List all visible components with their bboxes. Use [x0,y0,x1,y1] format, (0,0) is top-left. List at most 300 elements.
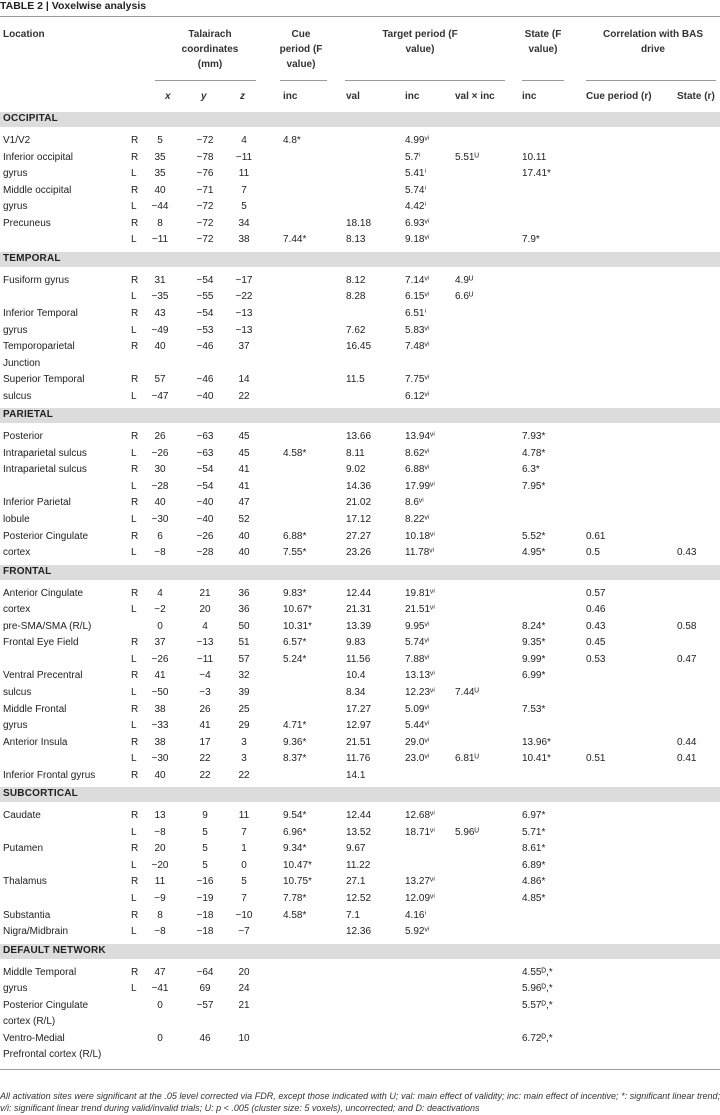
cell-state-inc: 9.99* [522,653,546,665]
cell-y: 41 [199,720,211,732]
subheader-cue-inc: inc [283,91,298,102]
cell-y: 21 [199,587,211,599]
cell-x: −26 [151,447,169,459]
cell-y: −78 [196,151,214,163]
cell-target-inc: 11.78ᵛⁱ [405,547,435,559]
cell-y: −72 [196,217,214,229]
cell-target-val: 13.52 [346,826,372,838]
table-row [0,323,720,340]
cell-target-inc: 13.27ᵛⁱ [405,876,436,888]
table-row [0,685,720,702]
cell-target-val: 8.28 [346,291,366,303]
cell-target-val: 9.67 [346,843,366,855]
cell-target-val: 8.34 [346,686,366,698]
section-header [0,112,720,127]
cell-z: 29 [238,720,250,732]
cell-target-val: 21.02 [346,497,372,509]
cell-z: 1 [241,843,247,855]
cell-y: −54 [196,480,214,492]
cell-z: −22 [235,291,253,303]
cell-location: Ventro-Medial [3,1032,65,1044]
cell-z: 38 [238,234,250,246]
cell-location: cortex [3,604,31,616]
cell-location: lobule [3,514,30,525]
cell-cor-cue: 0.53 [586,653,606,665]
cell-y: 20 [199,604,211,616]
cell-target-inc: 5.74ᵛⁱ [405,637,430,649]
cell-x: 38 [154,736,166,748]
cell-x: 43 [154,307,166,319]
cell-y: −40 [196,390,214,402]
cell-x: −2 [154,604,166,616]
cell-hemisphere: L [131,893,137,904]
table-row [0,273,720,290]
cell-target-inc: 12.09ᵛⁱ [405,893,436,904]
cell-cue-inc: 9.54* [283,810,307,822]
cell-location: sulcus [3,686,32,698]
cell-x: −11 [151,234,169,246]
cell-y: −19 [196,893,214,904]
cell-x: 40 [154,769,166,781]
cell-location: Posterior [3,431,44,443]
cell-cor-cue: 0.57 [586,587,606,599]
cell-hemisphere: L [131,480,137,492]
cell-z: 41 [238,464,250,476]
header-target-period: Target period (F value) [382,29,458,55]
table-row [0,924,720,941]
cell-x: 40 [154,184,166,196]
cell-z: 34 [238,217,250,229]
cell-state-inc: 4.85* [522,893,546,904]
cell-hemisphere: R [131,274,139,286]
cell-x: 38 [154,703,166,715]
cell-target-val: 12.97 [346,720,372,732]
cell-cue-inc: 7.78* [283,893,307,904]
cell-x: −26 [151,653,169,665]
cell-target-val: 11.56 [346,653,371,665]
header-state: State (F value) [524,29,562,55]
cell-location: gyrus [3,201,28,213]
cell-y: 22 [199,753,211,765]
cell-y: −53 [196,324,214,336]
cell-cor-state: 0.43 [677,547,697,559]
cell-hemisphere: R [131,769,139,781]
cell-hemisphere: R [131,307,139,319]
cell-y: −63 [196,447,214,459]
cell-location: Thalamus [3,876,47,888]
cell-z: 25 [238,703,250,715]
cell-target-inc: 5.09ᵛⁱ [405,703,430,715]
cell-target-val: 21.31 [346,604,372,616]
subheader-y: y [201,91,207,102]
cell-target-inc: 6.12ᵛⁱ [405,390,430,402]
header-rule-state [522,80,564,81]
cell-z: 3 [241,753,247,765]
cell-target-val: 14.1 [346,769,366,781]
cell-z: 40 [238,530,250,542]
cell-hemisphere: L [131,720,137,732]
subheader-x: x [165,91,171,102]
cell-location: Ventral Precentral [3,670,83,682]
table-row [0,545,720,562]
cell-y: 4 [202,620,208,632]
cell-x: 30 [154,464,166,476]
cell-z: 3 [241,736,247,748]
cell-target-inc: 29.0ᵛⁱ [405,736,430,748]
cell-z: 5 [241,876,247,888]
cell-location: Precuneus [3,217,51,229]
cell-y: 5 [202,859,208,871]
cell-cue-inc: 4.58* [283,909,307,921]
header-location: Location [3,29,45,40]
cell-target-val: 7.1 [346,909,360,921]
table-row [0,462,720,479]
cell-z: −7 [238,926,250,938]
cell-y: −54 [196,274,214,286]
cell-cor-state: 0.58 [677,620,697,632]
cell-hemisphere: L [131,547,137,559]
table-row [0,446,720,463]
cell-target-val: 21.51 [346,736,372,748]
cell-target-inc: 18.71ᵛⁱ [405,826,436,838]
cell-z: 36 [238,604,250,616]
cell-hemisphere: R [131,151,139,163]
cell-cor-cue: 0.51 [586,753,606,765]
cell-y: 22 [199,769,211,781]
cell-cue-inc: 7.55* [283,547,307,559]
cell-cue-inc: 6.57* [283,637,307,649]
cell-hemisphere: L [131,447,137,459]
table-row [0,908,720,925]
cell-cue-inc: 9.34* [283,843,307,855]
cell-hemisphere: R [131,909,139,921]
cell-x: −33 [151,720,169,732]
cell-y: −54 [196,307,214,319]
cell-target-val: 12.44 [346,810,372,822]
cell-state-inc: 5.71* [522,826,546,838]
cell-cue-inc: 9.36* [283,736,307,748]
cell-cue-inc: 8.37* [283,753,307,765]
cell-target-inc: 7.75ᵛⁱ [405,374,430,386]
cell-hemisphere: L [131,168,137,180]
cell-target-val: 7.62 [346,324,366,336]
cell-x: 0 [157,620,163,632]
cell-target-val-x-inc: 6.81ᵁ [455,753,479,765]
cell-location: Anterior Insula [3,736,68,748]
cell-target-inc: 21.51ᵛⁱ [405,604,436,616]
cell-target-val: 11.22 [346,859,371,871]
cell-x: 35 [154,168,166,180]
cell-location: Intraparietal sulcus [3,464,87,476]
cell-state-inc: 8.24* [522,620,546,632]
cell-location: gyrus [3,720,28,732]
table-row [0,858,720,875]
cell-hemisphere: L [131,390,137,402]
table-row [0,808,720,825]
cell-cor-state: 0.47 [677,653,697,665]
cell-x: 8 [157,217,163,229]
cell-x: 31 [154,274,166,286]
table-row [0,389,720,406]
cell-state-inc: 6.99* [522,670,546,682]
cell-hemisphere: R [131,843,139,855]
cell-target-val: 27.1 [346,876,366,888]
cell-state-inc: 4.55ᴰ,* [522,966,553,978]
cell-location: sulcus [3,390,32,402]
cell-cor-cue: 0.45 [586,637,606,649]
table-row [0,232,720,249]
cell-hemisphere: R [131,497,139,509]
cell-y: −4 [199,670,211,682]
cell-location: pre-SMA/SMA (R/L) [3,620,92,632]
table-row [0,199,720,216]
table-row [0,981,720,998]
cell-z: 7 [241,826,247,838]
cell-z: 11 [238,168,250,180]
table-row [0,306,720,323]
cell-target-val: 9.83 [346,637,366,649]
cell-x: 26 [154,431,166,443]
cell-location: V1/V2 [3,135,31,146]
table-row [0,339,720,356]
cell-hemisphere: R [131,810,139,822]
cell-z: 45 [238,431,250,443]
cell-location: gyrus [3,983,28,995]
cell-location: Substantia [3,909,51,921]
section-header [0,565,720,580]
cell-y: −54 [196,464,214,476]
cell-location: Fusiform gyrus [3,274,70,286]
table-caption: TABLE 2 | Voxelwise analysis [0,0,147,12]
table-row [0,891,720,908]
cell-y: −46 [196,341,214,353]
cell-hemisphere: R [131,431,139,443]
cell-location: gyrus [3,168,28,180]
cell-y: −71 [196,184,214,196]
cell-target-inc: 4.99ᵛⁱ [405,135,430,146]
cell-cue-inc: 7.44* [283,234,307,246]
cell-hemisphere: L [131,324,137,336]
cell-cor-cue: 0.43 [586,620,606,632]
cell-target-inc: 12.23ᵛⁱ [405,686,436,698]
table-row [0,183,720,200]
cell-hemisphere: R [131,341,139,353]
table-row [0,133,720,150]
cell-x: −8 [154,547,166,559]
cell-location: Posterior Cingulate [3,530,89,542]
cell-target-val-x-inc: 7.44ᵁ [455,686,479,698]
cell-cue-inc: 10.67* [283,604,312,616]
cell-z: 47 [238,497,250,509]
cell-location: Frontal Eye Field [3,637,79,649]
cell-target-inc: 7.88ᵛⁱ [405,653,430,665]
cell-hemisphere: R [131,135,139,146]
cell-target-val: 12.52 [346,893,372,904]
cell-location: Inferior Parietal [3,497,71,509]
cell-z: 0 [241,859,247,871]
cell-x: −9 [154,893,166,904]
cell-state-inc: 9.35* [522,637,546,649]
cell-state-inc: 6.3* [522,464,540,476]
cell-hemisphere: R [131,876,139,888]
cell-y: −55 [196,291,214,303]
table-row [0,1047,720,1064]
cell-x: 41 [154,670,166,682]
section-header [0,944,720,959]
cell-cue-inc: 10.31* [283,620,312,632]
cell-x: −30 [151,514,169,525]
cell-location: Middle Temporal [3,966,77,978]
table-row [0,619,720,636]
cell-state-inc: 7.9* [522,234,540,246]
cell-target-val: 8.13 [346,234,366,246]
cell-cor-state: 0.44 [677,736,697,748]
cell-x: 37 [154,637,166,649]
cell-target-inc: 5.44ᵛⁱ [405,720,430,732]
cell-target-val: 8.12 [346,274,366,286]
bottom-rule [0,1069,720,1070]
cell-z: −10 [235,909,253,921]
cell-y: 17 [199,736,211,748]
cell-target-inc: 4.16ⁱ [405,909,427,921]
cell-hemisphere: L [131,291,137,303]
cell-cor-cue: 0.61 [586,530,606,542]
cell-z: −11 [235,151,253,163]
cell-state-inc: 17.41* [522,168,551,180]
cell-state-inc: 5.96ᴰ,* [522,983,553,995]
table-row [0,356,720,373]
cell-z: 52 [238,514,250,525]
cell-target-val: 23.26 [346,547,372,559]
cell-state-inc: 10.41* [522,753,551,765]
header-talairach: Talairach coordinates (mm) [181,29,239,70]
cell-y: 9 [202,810,208,822]
cell-target-inc: 13.13ᵛⁱ [405,670,436,682]
table-row [0,1014,720,1031]
section-label: DEFAULT NETWORK [3,944,106,956]
cell-target-val: 11.5 [346,374,365,386]
subheader-cor-cue: Cue period (r) [586,91,652,102]
cell-state-inc: 5.52* [522,530,546,542]
cell-hemisphere: L [131,201,137,213]
table-footnote: All activation sites were significant at the .05 level corrected via FDR, except those indicated with U; val: main effect of validity; inc: main effect of incentive; *: significant linear trend; v/i: significant linear trend during valid/invalid trials; U: p < .005 (cluster size: 5 voxels), uncorrected; and D: deactivations [0,1091,720,1113]
cell-z: 5 [241,201,247,213]
cell-target-inc: 5.83ᵛⁱ [405,324,430,336]
cell-location: Middle Frontal [3,703,67,715]
cell-cue-inc: 6.96* [283,826,307,838]
cell-location: Middle occipital [3,184,72,196]
cell-x: −50 [151,686,169,698]
cell-target-inc: 12.68ᵛⁱ [405,810,436,822]
cell-x: 11 [154,876,166,888]
cell-x: −41 [151,983,169,995]
cell-z: 39 [238,686,250,698]
cell-location: Putamen [3,843,44,855]
cell-target-inc: 6.51ⁱ [405,307,427,319]
cell-y: −18 [196,926,214,938]
cell-location: cortex (R/L) [3,1016,56,1028]
cell-target-inc: 8.6ᵛⁱ [405,497,424,509]
cell-y: 5 [202,843,208,855]
cell-z: 14 [238,374,250,386]
cell-hemisphere: R [131,217,139,229]
table-row [0,635,720,652]
cell-y: 5 [202,826,208,838]
table-row [0,768,720,785]
cell-location: Temporoparietal [3,341,75,353]
top-rule [0,16,720,17]
table-row [0,1031,720,1048]
table-row [0,841,720,858]
cell-hemisphere: L [131,926,137,938]
cell-target-val: 16.45 [346,341,372,353]
cell-target-inc: 17.99ᵛⁱ [405,480,436,492]
cell-x: 40 [154,341,166,353]
cell-state-inc: 8.61* [522,843,546,855]
cell-y: −28 [196,547,214,559]
cell-z: 40 [238,547,250,559]
header-cue-period: Cue period (F value) [279,29,323,70]
cell-hemisphere: R [131,736,139,748]
cell-state-inc: 5.57ᴰ,* [522,999,553,1011]
cell-x: −47 [151,390,169,402]
cell-hemisphere: R [131,637,139,649]
cell-x: −20 [151,859,169,871]
cell-target-val: 11.76 [346,753,371,765]
cell-cue-inc: 4.8* [283,135,301,146]
table-row [0,965,720,982]
cell-hemisphere: L [131,653,137,665]
section-header [0,408,720,423]
cell-x: 5 [157,135,163,146]
cell-location: Inferior occipital [3,151,74,163]
subheader-val: val [346,91,360,102]
table-row [0,718,720,735]
cell-target-val-x-inc: 6.6ᵁ [455,291,474,303]
table-row [0,825,720,842]
header-rule-correlation [586,80,716,81]
cell-hemisphere: R [131,966,139,978]
cell-location: gyrus [3,324,28,336]
cell-location: Posterior Cingulate [3,999,89,1011]
cell-hemisphere: R [131,670,139,682]
cell-y: −40 [196,514,214,525]
table-row [0,372,720,389]
cell-x: 0 [157,999,163,1011]
cell-target-inc: 5.41ⁱ [405,168,427,180]
subheader-cor-state: State (r) [677,91,715,102]
cell-x: −8 [154,926,166,938]
cell-x: −8 [154,826,166,838]
cell-target-inc: 4.42ⁱ [405,201,427,213]
cell-location: Inferior Frontal gyrus [3,769,96,781]
cell-hemisphere: R [131,530,139,542]
cell-x: −49 [151,324,169,336]
cell-cor-cue: 0.5 [586,547,600,559]
cell-cue-inc: 4.58* [283,447,307,459]
cell-hemisphere: R [131,703,139,715]
cell-cue-inc: 10.47* [283,859,312,871]
cell-hemisphere: R [131,374,139,386]
cell-state-inc: 10.11 [522,151,547,163]
cell-x: 35 [154,151,166,163]
table-row [0,495,720,512]
cell-target-val: 9.02 [346,464,366,476]
cell-y: −57 [196,999,214,1011]
cell-z: 10 [238,1032,250,1044]
section-label: SUBCORTICAL [3,788,78,800]
section-header [0,787,720,802]
